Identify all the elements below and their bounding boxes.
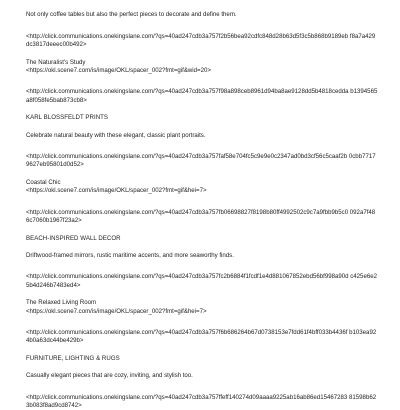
- section-description-beach: Driftwood-framed mirrors, rustic maritime accents, and more seaworthy finds.: [26, 251, 234, 259]
- item-title-naturalist-study: The Naturalist's Study: [26, 58, 86, 66]
- section-heading-beach-wall-decor: BEACH-INSPIRED WALL DECOR: [26, 234, 121, 242]
- section-description-accents: Not only coffee tables but also the perfect pieces to decorate and define them.: [26, 11, 237, 19]
- section-heading-karl-blossfeldt: KARL BLOSSFELDT PRINTS: [26, 114, 109, 122]
- spacer-image-link[interactable]: <https://okl.scene7.com/is/image/OKL/spacer_002?fmt=gif&hei=7>: [26, 307, 207, 315]
- item-title-coastal-chic: Coastal Chic: [26, 178, 61, 186]
- section-heading-furniture-lighting-rugs: FURNITURE, LIGHTING & RUGS: [26, 354, 120, 362]
- tracking-link-coastal[interactable]: <http://click.communications.onekingslane.com/?qs=40ad247cdb3a757fb06698827f8198b80ff4992502c9c7a9fbb9b5c0 092a7f486c7060b1967f23a2>: [26, 208, 376, 225]
- tracking-link-karl[interactable]: <http://click.communications.onekingslane.com/?qs=40ad247cdb3a757faf58e704fc5c9e9e0c2347ad0bd3cf56c5caaf2b 0cbb77179627eb95801d0d52>: [26, 153, 376, 169]
- tracking-link-relaxed[interactable]: <http://click.communications.onekingslane.com/?qs=40ad247cdb3a757f6b686264b67d0738153e7fdd61f4bff033b4436f b103ea924b0a63dc44be429b>: [26, 328, 377, 345]
- tracking-link-accents[interactable]: <http://click.communications.onekingslane.com/?qs=40ad247cdb3a757f2b56bea92cdfc848d28b63d5f3c5b868b9189eb f8a7a429dc3817deeec00b492>: [26, 32, 376, 49]
- spacer-image-link[interactable]: <https://okl.scene7.com/is/image/OKL/spacer_002?fmt=gif&hei=7>: [26, 187, 207, 195]
- item-title-relaxed-living-room: The Relaxed Living Room: [26, 299, 97, 307]
- section-description-karl: Celebrate natural beauty with these elegant, classic plant portraits.: [26, 131, 206, 139]
- spacer-image-link[interactable]: <https://okl.scene7.com/is/image/OKL/spacer_002?fmt=gif&wid=20>: [26, 67, 211, 75]
- tracking-link-naturalist[interactable]: <http://click.communications.onekingslane.com/?qs=40ad247cdb3a757f98a898ceb8961d94ba8ae9128dd5b4818cedda b1394565a8f058fe5bab873cb8>: [26, 88, 378, 104]
- section-description-furniture: Casually elegant pieces that are cozy, inviting, and stylish too.: [26, 372, 193, 380]
- email-text-body: [26, 0, 378, 410]
- tracking-link-beach[interactable]: <http://click.communications.onekingslane.com/?qs=40ad247cdb3a757fc2b6884f1fcdf1e4d881067852ebd56bf998a90d c425e6e25b4d246b7483ed4>: [26, 273, 378, 289]
- tracking-link-furniture[interactable]: <http://click.communications.onekingslane.com/?qs=40ad247cdb3a757ffeff140274d09aaaa9225ab16ab86ed15467283 81598b623b083f8ad9cd8742>: [26, 393, 377, 409]
